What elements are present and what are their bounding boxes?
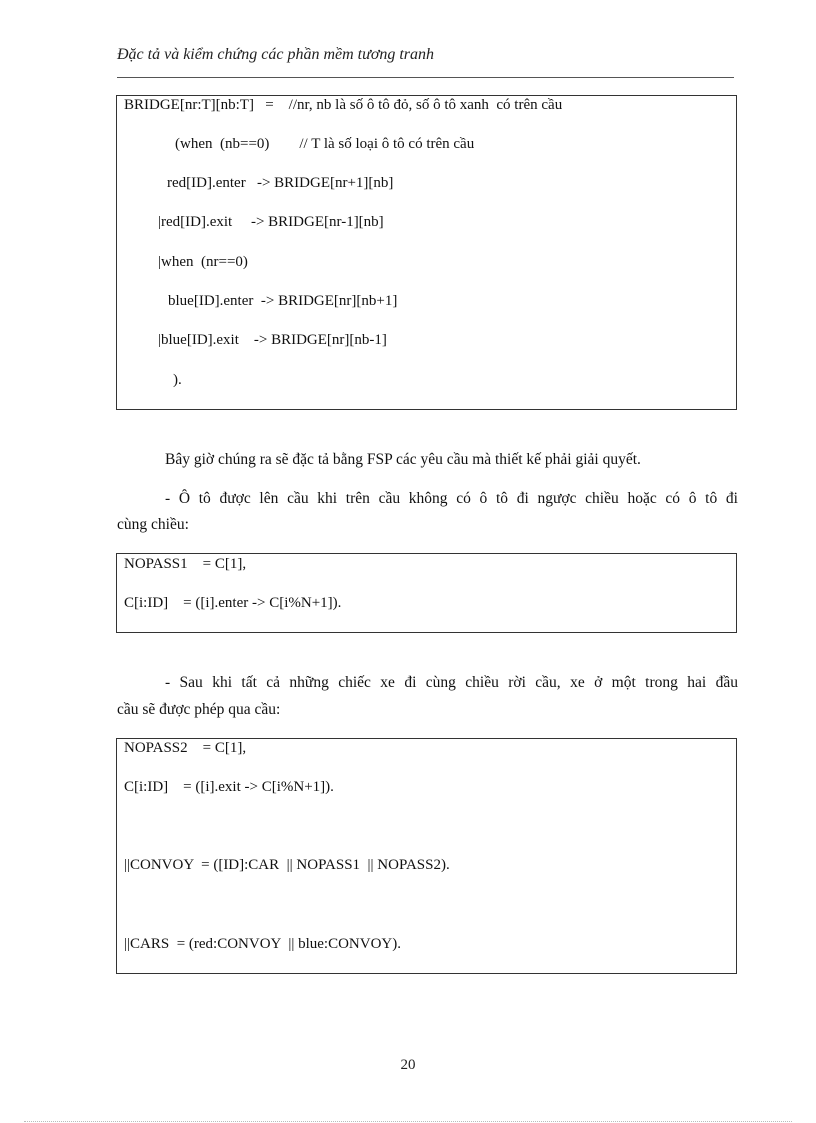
code-line: ). — [173, 372, 182, 388]
page-bottom-edge — [24, 1121, 792, 1122]
code-line: C[i:ID] = ([i].exit -> C[i%N+1]). — [124, 779, 334, 795]
paragraph: - Sau khi tất cả những chiếc xe đi cùng chiều rời cầu, xe ở một trong hai đầu — [165, 674, 738, 691]
code-line: red[ID].enter -> BRIDGE[nr+1][nb] — [167, 175, 394, 191]
code-line: ||CONVOY = ([ID]:CAR || NOPASS1 || NOPASS2). — [124, 857, 450, 873]
paragraph: Bây giờ chúng ra sẽ đặc tả bằng FSP các yêu cầu mà thiết kế phải giải quyết. — [165, 451, 641, 468]
code-line: ||CARS = (red:CONVOY || blue:CONVOY). — [124, 936, 401, 952]
header-divider — [117, 77, 734, 78]
page-number: 20 — [400, 1057, 416, 1073]
paragraph: cùng chiều: — [117, 516, 189, 533]
code-line: NOPASS2 = C[1], — [124, 740, 247, 756]
code-line: BRIDGE[nr:T][nb:T] = //nr, nb là số ô tô đỏ, số ô tô xanh có trên cầu — [124, 97, 563, 113]
code-line: blue[ID].enter -> BRIDGE[nr][nb+1] — [168, 293, 398, 309]
page-header-title: Đặc tả và kiểm chứng các phần mềm tương tranh — [117, 46, 435, 63]
code-line: (when (nb==0) // T là số loại ô tô có trên cầu — [175, 136, 475, 152]
paragraph: - Ô tô được lên cầu khi trên cầu không có ô tô đi ngược chiều hoặc có ô tô đi — [165, 490, 738, 507]
code-line: |blue[ID].exit -> BRIDGE[nr][nb-1] — [158, 332, 387, 348]
code-line: |when (nr==0) — [158, 254, 248, 270]
code-line: |red[ID].exit -> BRIDGE[nr-1][nb] — [158, 214, 384, 230]
code-line: C[i:ID] = ([i].enter -> C[i%N+1]). — [124, 595, 342, 611]
code-line: NOPASS1 = C[1], — [124, 556, 247, 572]
paragraph: cầu sẽ được phép qua cầu: — [117, 701, 281, 718]
